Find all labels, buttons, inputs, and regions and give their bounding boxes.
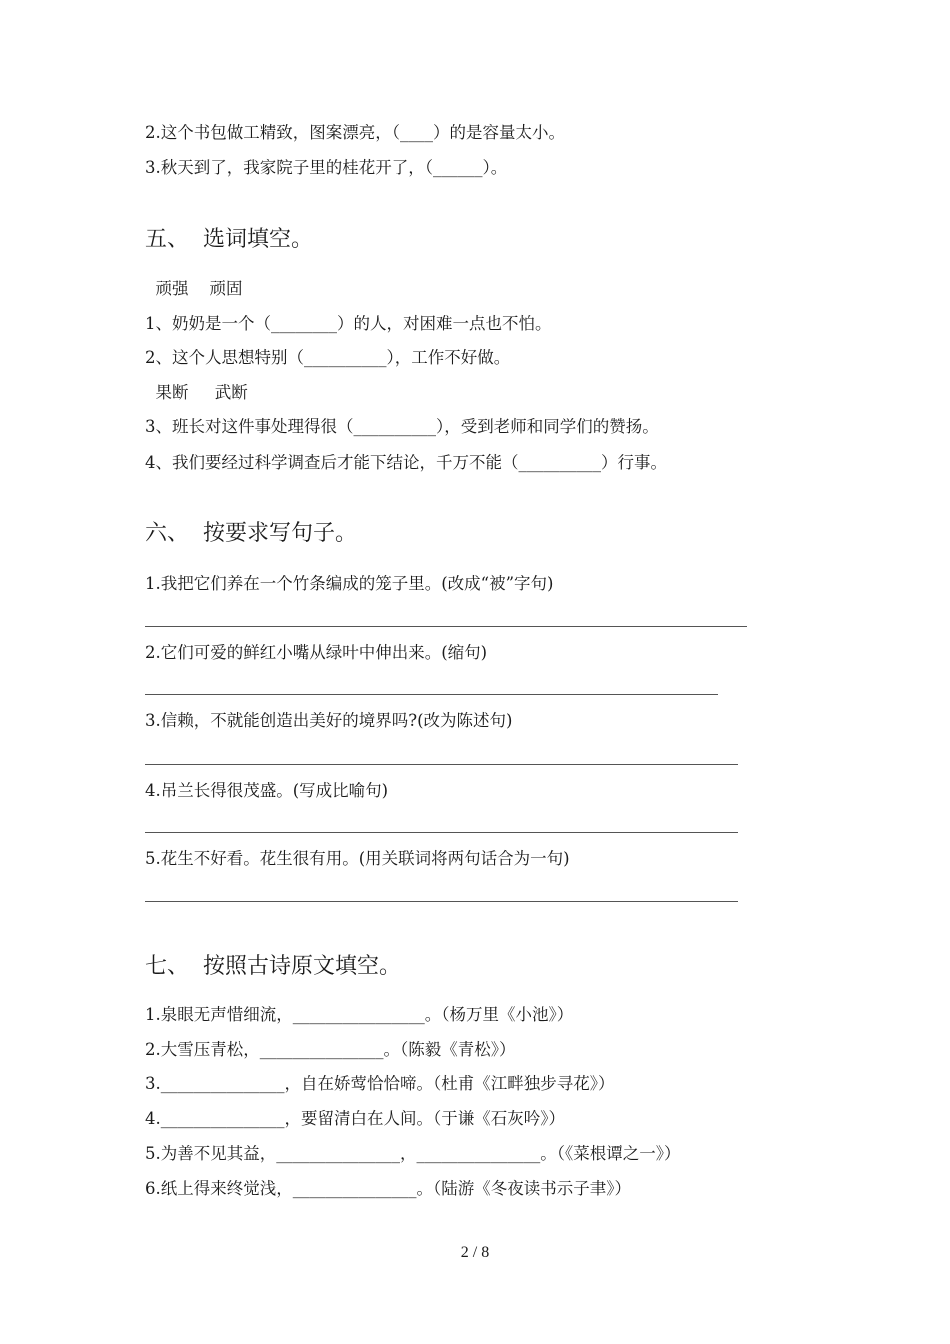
poem-question-2: 2.大雪压青松，_______________。（陈毅《青松》）: [145, 1040, 516, 1059]
poem-question-6: 6.纸上得来终觉浅，_______________。（陆游《冬夜读书示子聿》）: [145, 1179, 631, 1198]
section5-word-choices-1: 顽强 顽固: [145, 279, 243, 298]
section5-question-4: 4、我们要经过科学调查后才能下结论，千万不能（__________）行事。: [145, 453, 667, 472]
section4-question-2: 2.这个书包做工精致，图案漂亮，（____）的是容量太小。: [145, 123, 565, 142]
answer-line-1[interactable]: [145, 626, 747, 627]
section6-question-1: 1.我把它们养在一个竹条编成的笼子里。(改成“被”字句): [145, 574, 554, 593]
poem-question-1: 1.泉眼无声惜细流，________________。（杨万里《小池》）: [145, 1005, 574, 1024]
answer-line-4[interactable]: [145, 832, 738, 833]
section5-title: 五、 选词填空。: [145, 227, 313, 252]
section6-question-2: 2.它们可爱的鲜红小嘴从绿叶中伸出来。(缩句): [145, 643, 488, 662]
section6-question-4: 4.吊兰长得很茂盛。(写成比喻句): [145, 781, 389, 800]
poem-question-5: 5.为善不见其益，_______________，_______________。（《菜根谭之一》）: [145, 1144, 681, 1163]
section6-question-3: 3.信赖，不就能创造出美好的境界吗?(改为陈述句): [145, 711, 513, 730]
section7-title: 七、 按照古诗原文填空。: [145, 954, 401, 979]
section4-question-3: 3.秋天到了，我家院子里的桂花开了，（______）。: [145, 158, 508, 177]
section6-title: 六、 按要求写句子。: [145, 521, 357, 546]
answer-line-5[interactable]: [145, 901, 738, 902]
section5-question-3: 3、班长对这件事处理得很（__________），受到老师和同学们的赞扬。: [145, 417, 659, 436]
poem-question-3: 3._______________，自在娇莺恰恰啼。（杜甫《江畔独步寻花》）: [145, 1074, 615, 1093]
answer-line-3[interactable]: [145, 764, 738, 765]
section5-word-choices-2: 果断 武断: [145, 383, 248, 402]
section5-question-1: 1、奶奶是一个（________）的人，对困难一点也不怕。: [145, 314, 552, 333]
answer-line-2[interactable]: [145, 694, 718, 695]
section6-question-5: 5.花生不好看。花生很有用。(用关联词将两句话合为一句): [145, 849, 570, 868]
section5-question-2: 2、这个人思想特别（__________），工作不好做。: [145, 348, 511, 367]
poem-question-4: 4._______________，要留清白在人间。（于谦《石灰吟》）: [145, 1109, 565, 1128]
page-number: 2 / 8: [460, 1244, 490, 1261]
